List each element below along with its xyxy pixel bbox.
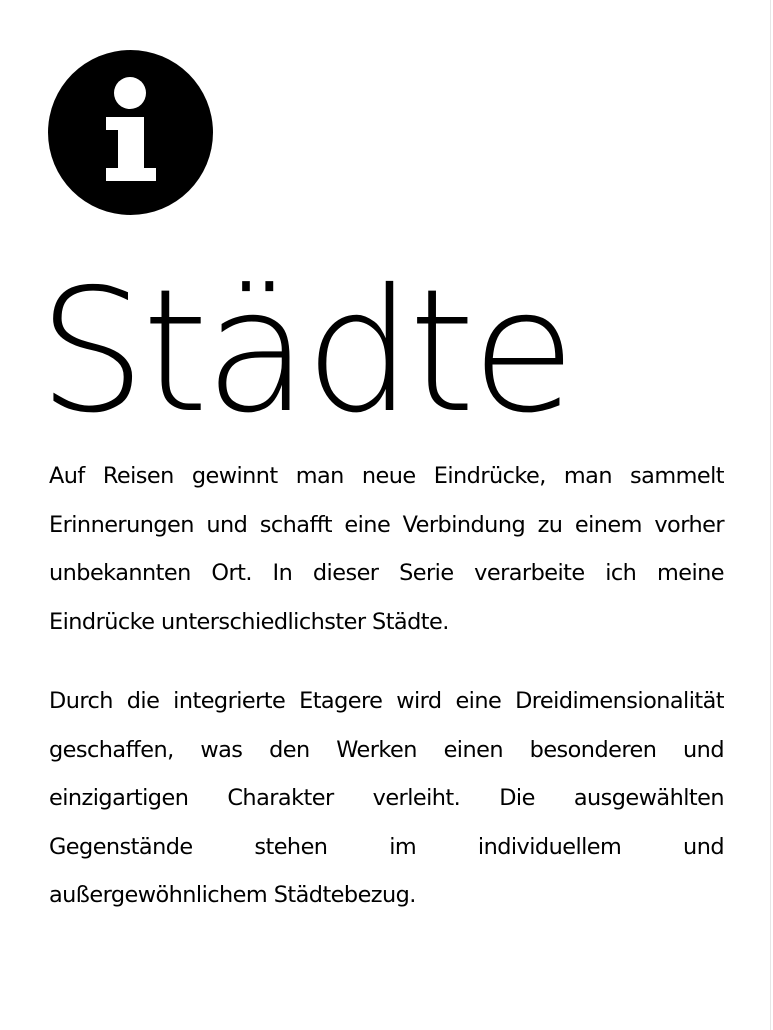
intro-paragraph: Auf Reisen gewinnt man neue Eindrücke, man sammelt Erinnerungen und schafft eine Verbindung zu einem vorher unbekannten Ort. In dieser Serie verarbeite ich meine Eindrücke unterschiedlichster Städte. — [49, 463, 724, 635]
description-paragraph: Durch die integrierte Etagere wird eine Dreidimensionalität geschaffen, was den Werken einen besonderen und einzigartigen Charakter verleiht. Die ausgewählten Gegenstände stehen im individuellem und außergewöhnlichem Städtebezug. — [49, 688, 724, 908]
page-edge-divider — [770, 0, 771, 1030]
info-icon — [48, 50, 213, 215]
page-title: Städte — [38, 253, 572, 451]
